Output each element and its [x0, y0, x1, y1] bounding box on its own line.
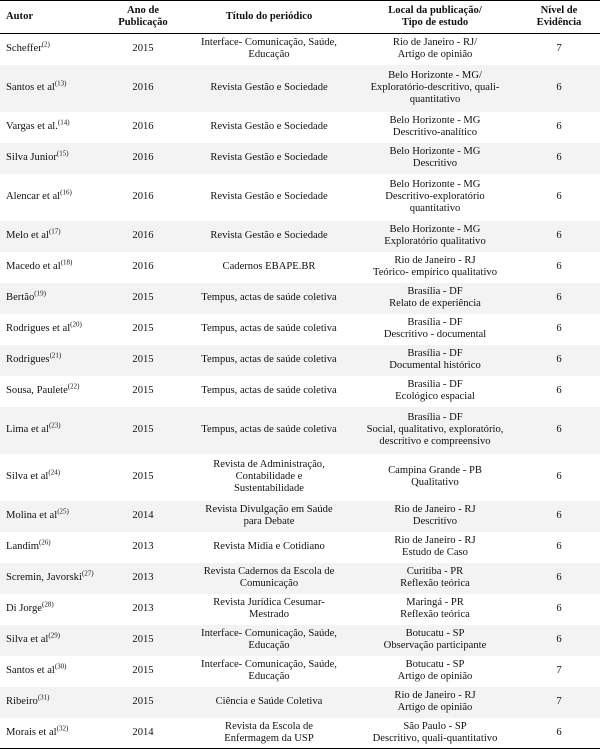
cell-titulo — [186, 594, 352, 625]
cell-nivel — [518, 407, 600, 454]
location-study-line: Reflexão teórica — [400, 609, 470, 620]
author-name: Vargas et al. — [6, 121, 58, 133]
cell-autor — [0, 112, 100, 143]
reference-number: (30) — [54, 662, 67, 671]
journal-title-line: Tempus, actas de saúde coletiva — [201, 424, 337, 436]
header-ano-line1: Ano de — [126, 5, 160, 17]
journal-title-line: Tempus, actas de saúde coletiva — [201, 292, 337, 304]
location-study-line: Descritivo-analítico — [392, 127, 478, 138]
cell-titulo — [186, 625, 352, 656]
location-study-line: Brasília - DF — [407, 412, 463, 424]
cell-local — [352, 65, 518, 112]
cell-titulo — [186, 345, 352, 376]
table-row — [0, 718, 600, 749]
evidence-level-value: 7 — [556, 696, 562, 708]
cell-titulo — [186, 687, 352, 718]
cell-nivel — [518, 563, 600, 594]
cell-autor — [0, 34, 100, 65]
table-row — [0, 143, 600, 174]
table-row — [0, 174, 600, 221]
cell-ano — [100, 563, 186, 594]
journal-title-line: Tempus, actas de saúde coletiva — [201, 323, 337, 335]
journal-title-line: Educação — [248, 671, 290, 682]
cell-local — [352, 594, 518, 625]
author-name: Morais et al — [6, 726, 57, 738]
location-study-line: Exploratório qualitativo — [384, 236, 486, 247]
author-name: Silva Junior — [6, 152, 57, 164]
cell-local — [352, 112, 518, 143]
table-row — [0, 687, 600, 718]
cell-nivel — [518, 718, 600, 749]
year-value: 2015 — [132, 634, 154, 646]
cell-nivel — [518, 501, 600, 532]
location-study-line: Exploratório-descritivo, quali- — [370, 82, 500, 94]
author-name: Rodrigues — [6, 354, 50, 366]
location-study-line: Rio de Janeiro - RJ — [394, 535, 476, 547]
table-row — [0, 376, 600, 407]
reference-number: (26) — [38, 538, 51, 547]
table-row — [0, 594, 600, 625]
table-row — [0, 407, 600, 454]
location-study-line: Descritivo-exploratório — [385, 191, 485, 203]
evidence-level-value: 6 — [556, 121, 562, 133]
journal-title-line: Revista Gestão e Sociedade — [210, 191, 328, 203]
author-name: Melo et al — [6, 230, 49, 242]
author-name: Molina et al — [6, 510, 58, 522]
cell-nivel — [518, 283, 600, 314]
evidence-level-value: 6 — [556, 230, 562, 242]
cell-autor — [0, 407, 100, 454]
cell-autor — [0, 65, 100, 112]
evidence-level-value: 6 — [556, 191, 562, 203]
journal-title-line: Revista da Escola de — [225, 720, 313, 732]
cell-ano — [100, 252, 186, 283]
location-study-line: descritivo e compreensivo — [379, 435, 491, 447]
table-row — [0, 314, 600, 345]
location-study-line: Reflexão teórica — [400, 578, 470, 589]
year-value: 2015 — [132, 323, 154, 335]
table-row — [0, 656, 600, 687]
year-value: 2015 — [132, 385, 154, 397]
cell-ano — [100, 314, 186, 345]
cell-titulo — [186, 221, 352, 252]
journal-title-line: Contabilidade e — [235, 471, 303, 483]
cell-nivel — [518, 65, 600, 112]
cell-nivel — [518, 656, 600, 687]
year-value: 2014 — [132, 510, 154, 522]
location-study-line: Botucatu - SP — [405, 628, 465, 640]
cell-autor — [0, 625, 100, 656]
journal-title-line: Revista Gestão e Sociedade — [210, 152, 328, 164]
evidence-level-value: 6 — [556, 261, 562, 273]
location-study-line: Belo Horizonte - MG — [389, 179, 481, 191]
cell-autor — [0, 501, 100, 532]
cell-autor — [0, 454, 100, 501]
cell-autor — [0, 563, 100, 594]
location-study-line: Descritivo — [412, 516, 458, 527]
journal-title-line: Revista Mídia e Cotidiano — [213, 541, 325, 553]
cell-titulo — [186, 283, 352, 314]
location-study-line: Descritivo - documental — [383, 329, 487, 340]
cell-ano — [100, 221, 186, 252]
table-row — [0, 112, 600, 143]
cell-autor — [0, 252, 100, 283]
cell-local — [352, 501, 518, 532]
location-study-line: Rio de Janeiro - RJ — [394, 690, 476, 702]
location-study-line: Botucatu - SP — [405, 659, 465, 671]
location-study-line: Teórico- empírico qualitativo — [373, 267, 497, 278]
author-name: Santos et al — [6, 82, 55, 94]
cell-nivel — [518, 594, 600, 625]
year-value: 2016 — [132, 191, 154, 203]
cell-nivel — [518, 252, 600, 283]
journal-title-line: Educação — [248, 640, 290, 651]
cell-local — [352, 718, 518, 749]
cell-ano — [100, 532, 186, 563]
journal-title-line: Revista Gestão e Sociedade — [210, 82, 328, 94]
cell-local — [352, 656, 518, 687]
cell-nivel — [518, 221, 600, 252]
location-study-line: Estudo de Caso — [402, 547, 468, 558]
year-value: 2015 — [132, 292, 154, 304]
evidence-level-value: 6 — [556, 82, 562, 94]
cell-nivel — [518, 112, 600, 143]
reference-number: (28) — [42, 600, 54, 609]
location-study-line: Descritivo — [412, 158, 458, 169]
location-study-line: Rio de Janeiro - RJ — [394, 255, 476, 267]
year-value: 2015 — [132, 665, 154, 677]
author-name: Alencar et al — [6, 191, 61, 203]
header-nivel — [518, 1, 600, 34]
location-study-line: Curitiba - PR — [406, 566, 464, 578]
author-name: Landim — [6, 541, 39, 553]
author-name: Macedo et al — [6, 261, 61, 273]
cell-titulo — [186, 112, 352, 143]
cell-local — [352, 283, 518, 314]
cell-local — [352, 34, 518, 65]
location-study-line: Documental histórico — [389, 360, 481, 371]
cell-nivel — [518, 143, 600, 174]
cell-titulo — [186, 65, 352, 112]
location-study-line: Artigo de opinião — [397, 671, 473, 682]
cell-local — [352, 532, 518, 563]
evidence-level-value: 6 — [556, 292, 562, 304]
cell-local — [352, 687, 518, 718]
year-value: 2013 — [132, 603, 154, 615]
location-study-line: Qualitativo — [411, 477, 459, 488]
year-value: 2013 — [132, 541, 154, 553]
year-value: 2015 — [132, 696, 154, 708]
cell-ano — [100, 656, 186, 687]
cell-nivel — [518, 376, 600, 407]
table-row — [0, 501, 600, 532]
year-value: 2016 — [132, 82, 154, 94]
location-study-line: Belo Horizonte - MG — [389, 224, 481, 236]
cell-ano — [100, 594, 186, 625]
evidence-level-value: 6 — [556, 634, 562, 646]
cell-local — [352, 625, 518, 656]
journal-title-line: Revista Divulgação em Saúde — [205, 504, 333, 516]
location-study-line: Rio de Janeiro - RJ — [394, 504, 476, 516]
journal-title-line: Interface- Comunicação, Saúde, — [201, 628, 337, 640]
journal-title-line: Ciência e Saúde Coletiva — [215, 696, 323, 708]
journal-title-line: Interface- Comunicação, Saúde, — [201, 659, 337, 671]
location-study-line: Campina Grande - PB — [388, 465, 482, 477]
author-name: Sousa, Paulete — [6, 385, 68, 397]
location-study-line: quantitativo — [409, 93, 461, 105]
cell-autor — [0, 143, 100, 174]
cell-ano — [100, 407, 186, 454]
reference-number: (2) — [41, 40, 50, 49]
journal-title-line: Tempus, actas de saúde coletiva — [201, 385, 337, 397]
cell-local — [352, 314, 518, 345]
cell-ano — [100, 501, 186, 532]
cell-ano — [100, 625, 186, 656]
cell-titulo — [186, 252, 352, 283]
reference-number: (23) — [48, 421, 61, 430]
cell-ano — [100, 345, 186, 376]
location-study-line: Artigo de opinião — [397, 702, 473, 713]
location-study-line: São Paulo - SP — [403, 720, 467, 732]
evidence-level-value: 6 — [556, 323, 562, 335]
year-value: 2016 — [132, 152, 154, 164]
location-study-line: Maringá - PR — [406, 597, 464, 609]
author-name: Santos et al — [6, 665, 55, 677]
cell-ano — [100, 143, 186, 174]
cell-local — [352, 143, 518, 174]
journal-title-line: Cadernos EBAPE.BR — [222, 261, 316, 273]
evidence-level-value: 6 — [556, 385, 562, 397]
author-name: Lima et al — [6, 424, 49, 436]
location-study-line: Brasília - DF — [407, 348, 463, 360]
reference-number: (22) — [67, 382, 80, 391]
location-study-line: Rio de Janeiro - RJ/ — [392, 37, 478, 49]
cell-ano — [100, 283, 186, 314]
journal-title-line: para Debate — [243, 516, 295, 527]
table-body — [0, 34, 600, 749]
cell-titulo — [186, 563, 352, 594]
table-row — [0, 34, 600, 65]
cell-titulo — [186, 314, 352, 345]
author-name: Silva et al — [6, 634, 49, 646]
reference-number: (18) — [60, 258, 73, 267]
cell-nivel — [518, 314, 600, 345]
header-nivel-line1: Nível de — [540, 5, 578, 17]
journal-title-line: Educação — [248, 49, 290, 61]
reference-number: (15) — [56, 149, 69, 158]
cell-autor — [0, 345, 100, 376]
location-study-line: Artigo de opinião — [397, 49, 473, 61]
table-row — [0, 532, 600, 563]
cell-ano — [100, 687, 186, 718]
reference-number: (31) — [37, 693, 50, 702]
cell-autor — [0, 174, 100, 221]
evidence-level-value: 6 — [556, 510, 562, 522]
author-name: Di Jorge — [6, 603, 42, 615]
location-study-line: quantitativo — [409, 202, 461, 214]
cell-local — [352, 407, 518, 454]
cell-local — [352, 345, 518, 376]
header-autor: Autor — [0, 1, 100, 34]
journal-title-line: Comunicação — [239, 578, 299, 589]
year-value: 2015 — [132, 424, 154, 436]
cell-titulo — [186, 656, 352, 687]
journal-title-line: Tempus, actas de saúde coletiva — [201, 354, 337, 366]
cell-ano — [100, 174, 186, 221]
location-study-line: Brasília - DF — [407, 286, 463, 298]
cell-nivel — [518, 454, 600, 501]
cell-nivel — [518, 532, 600, 563]
reference-number: (19) — [34, 289, 46, 298]
cell-autor — [0, 687, 100, 718]
cell-local — [352, 454, 518, 501]
journal-title-line: Revista Gestão e Sociedade — [210, 121, 328, 133]
evidence-level-value: 7 — [556, 43, 562, 55]
header-row — [0, 1, 600, 34]
cell-ano — [100, 454, 186, 501]
cell-titulo — [186, 718, 352, 749]
author-name: Scheffer — [6, 43, 42, 55]
table-row — [0, 221, 600, 252]
year-value: 2015 — [132, 43, 154, 55]
table-row — [0, 563, 600, 594]
reference-number: (16) — [60, 188, 72, 197]
journal-title-line: Interface- Comunicação, Saúde, — [201, 37, 337, 49]
evidence-level-value: 6 — [556, 726, 562, 738]
reference-number: (29) — [48, 631, 61, 640]
author-name: Silva et al — [6, 471, 49, 483]
journal-title-line: Revista Gestão e Sociedade — [210, 230, 328, 242]
reference-number: (24) — [48, 468, 61, 477]
table-row — [0, 252, 600, 283]
cell-nivel — [518, 625, 600, 656]
journal-title-line: Sustentabilidade — [233, 482, 305, 494]
cell-titulo — [186, 34, 352, 65]
reference-number: (21) — [49, 351, 62, 360]
table-row — [0, 625, 600, 656]
cell-autor — [0, 221, 100, 252]
header-ano-line2: Publicação — [118, 17, 168, 28]
cell-ano — [100, 34, 186, 65]
cell-autor — [0, 656, 100, 687]
evidence-level-value: 6 — [556, 354, 562, 366]
cell-autor — [0, 283, 100, 314]
location-study-line: Social, qualitativo, exploratório, — [366, 424, 504, 436]
cell-nivel — [518, 34, 600, 65]
reference-number: (32) — [56, 724, 69, 733]
table-row — [0, 345, 600, 376]
cell-ano — [100, 112, 186, 143]
cell-autor — [0, 314, 100, 345]
cell-titulo — [186, 174, 352, 221]
year-value: 2016 — [132, 230, 154, 242]
author-name: Rodrigues et al — [6, 323, 71, 335]
cell-titulo — [186, 454, 352, 501]
header-nivel-line2: Evidência — [536, 17, 582, 28]
location-study-line: Brasília - DF — [407, 379, 463, 391]
evidence-level-value: 6 — [556, 572, 562, 584]
cell-titulo — [186, 532, 352, 563]
evidence-level-value: 6 — [556, 152, 562, 164]
reference-number: (20) — [70, 320, 82, 329]
author-name: Scremin, Javorski — [6, 572, 82, 584]
header-titulo: Título do periódico — [186, 1, 352, 34]
journal-title-line: Revista Jurídica Cesumar- — [213, 597, 325, 609]
cell-ano — [100, 65, 186, 112]
cell-local — [352, 221, 518, 252]
cell-titulo — [186, 376, 352, 407]
reference-number: (14) — [57, 118, 70, 127]
author-name: Ribeiro — [6, 696, 38, 708]
evidence-level-value: 7 — [556, 665, 562, 677]
table-row — [0, 65, 600, 112]
cell-titulo — [186, 407, 352, 454]
year-value: 2014 — [132, 726, 154, 738]
journal-title-line: Enfermagem da USP — [224, 732, 314, 744]
cell-autor — [0, 594, 100, 625]
evidence-level-value: 6 — [556, 603, 562, 615]
reference-number: (13) — [54, 79, 67, 88]
header-local — [352, 1, 518, 34]
location-study-line: Observação participante — [383, 640, 487, 651]
cell-local — [352, 174, 518, 221]
journal-title-line: Revista de Administração, — [213, 459, 325, 471]
year-value: 2016 — [132, 261, 154, 273]
cell-autor — [0, 532, 100, 563]
reference-number: (27) — [81, 569, 94, 578]
location-study-line: Belo Horizonte - MG — [389, 115, 481, 127]
cell-autor — [0, 718, 100, 749]
header-local-line2: Tipo de estudo — [401, 17, 469, 28]
cell-nivel — [518, 174, 600, 221]
header-local-line1: Local da publicação/ — [388, 5, 482, 17]
year-value: 2013 — [132, 572, 154, 584]
year-value: 2015 — [132, 471, 154, 483]
journal-title-line: Mestrado — [248, 609, 289, 620]
table-row — [0, 283, 600, 314]
evidence-level-value: 6 — [556, 541, 562, 553]
location-study-line: Belo Horizonte - MG — [389, 146, 481, 158]
cell-ano — [100, 718, 186, 749]
location-study-line: Brasília - DF — [407, 317, 463, 329]
cell-ano — [100, 376, 186, 407]
cell-titulo — [186, 143, 352, 174]
table-row — [0, 454, 600, 501]
cell-local — [352, 376, 518, 407]
evidence-level-value: 6 — [556, 471, 562, 483]
cell-nivel — [518, 687, 600, 718]
location-study-line: Ecológico espacial — [395, 391, 475, 402]
location-study-line: Descritivo, quali-quantitativo — [372, 732, 498, 744]
year-value: 2016 — [132, 121, 154, 133]
reference-number: (17) — [48, 227, 61, 236]
reference-number: (25) — [57, 507, 69, 516]
cell-nivel — [518, 345, 600, 376]
header-ano — [100, 1, 186, 34]
evidence-level-value: 6 — [556, 424, 562, 436]
author-name: Bertão — [6, 292, 35, 304]
location-study-line: Relato de experiência — [389, 298, 481, 309]
journal-title-line: Revista Cadernos da Escola de — [203, 566, 335, 578]
year-value: 2015 — [132, 354, 154, 366]
cell-autor — [0, 376, 100, 407]
cell-local — [352, 252, 518, 283]
cell-titulo — [186, 501, 352, 532]
cell-local — [352, 563, 518, 594]
location-study-line: Belo Horizonte - MG/ — [388, 70, 482, 82]
